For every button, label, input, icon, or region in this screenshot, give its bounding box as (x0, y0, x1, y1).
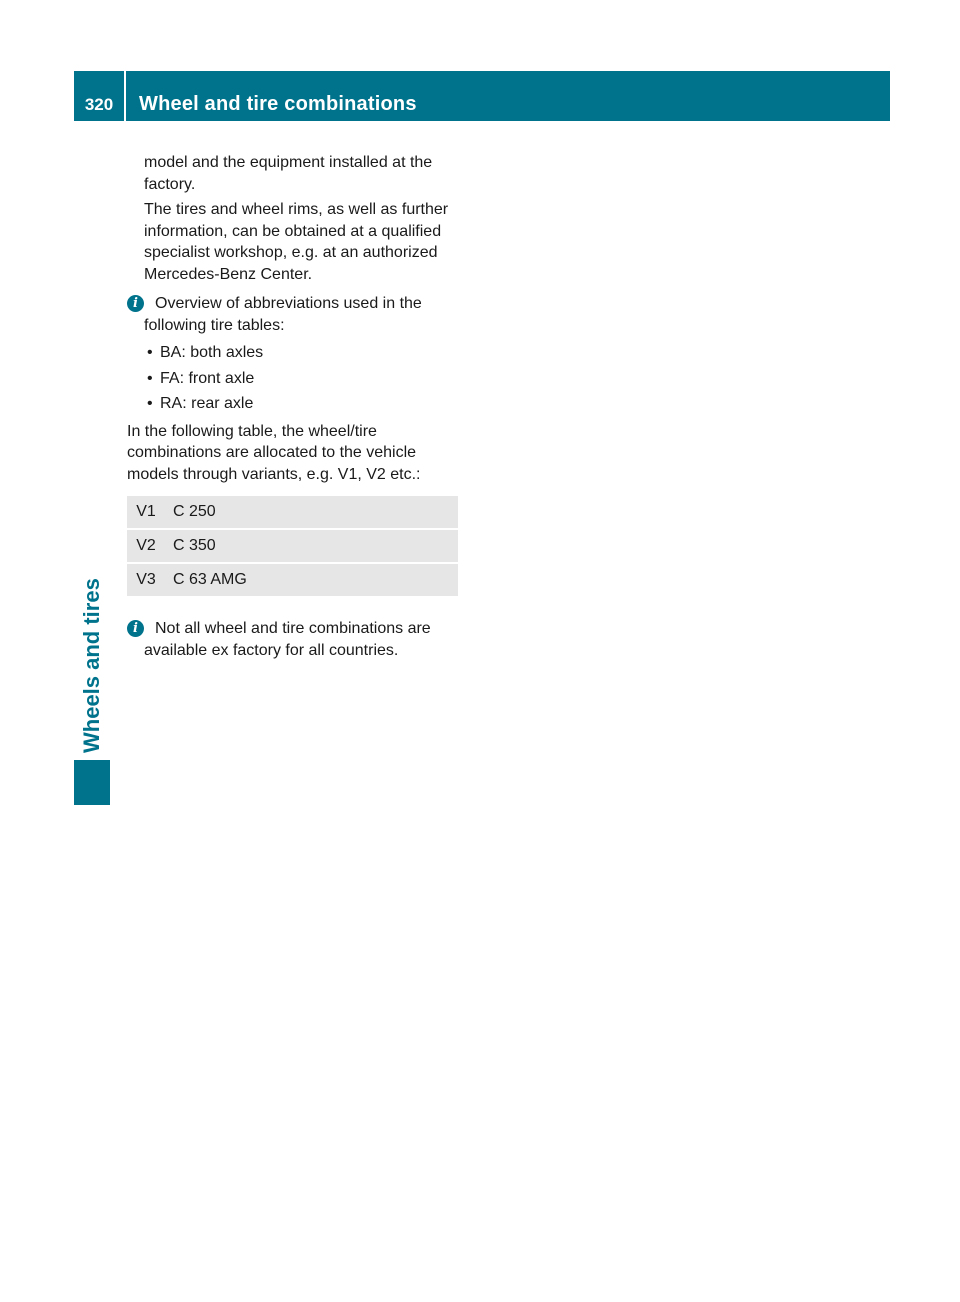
list-item-text: BA: both axles (160, 344, 264, 361)
vehicle-model: C 250 (165, 496, 458, 529)
list-item (147, 368, 462, 390)
table-row (127, 496, 458, 529)
list-item (147, 393, 462, 415)
paragraph-tires-info: The tires and wheel rims, as well as further information, can be obtained at a qualified specialist workshop, e.g. at an authorized Mercedes-Benz Center. (144, 201, 449, 283)
paragraph-table-intro: In the following table, the wheel/tire combinations are allocated to the vehicle models through variants, e.g. V1, V2 etc.: (127, 422, 421, 483)
info-note-text: Not all wheel and tire combinations are available ex factory for all countries. (144, 620, 431, 659)
info-icon: i (127, 620, 144, 637)
side-tab-marker (74, 760, 110, 805)
page-number: 320 (74, 71, 126, 121)
bullet-icon: • (147, 395, 153, 412)
vehicle-model: C 350 (165, 529, 458, 563)
info-note-abbreviations (127, 293, 462, 336)
variant-code: V3 (127, 563, 165, 597)
abbreviation-list (127, 342, 462, 415)
page-title: Wheel and tire combinations (139, 93, 417, 115)
info-icon: i (127, 295, 144, 312)
info-note-text: Overview of abbreviations used in the following tire tables: (144, 295, 422, 334)
side-tab (74, 121, 110, 753)
side-tab-label: Wheels and tires (79, 578, 104, 753)
variant-code: V1 (127, 496, 165, 529)
page-header (74, 71, 890, 121)
list-item (147, 342, 462, 364)
paragraph-equipment: model and the equipment installed at the factory. (144, 154, 433, 193)
variant-code: V2 (127, 529, 165, 563)
variant-table (127, 496, 458, 598)
bullet-icon: • (147, 369, 153, 387)
info-note-availability (127, 618, 462, 661)
vehicle-model: C 63 AMG (165, 563, 458, 597)
list-item-text: FA: front axle (160, 369, 255, 387)
main-content (127, 152, 462, 661)
table-row (127, 529, 458, 563)
table-row (127, 563, 458, 597)
list-item-text: RA: rear axle (160, 395, 254, 412)
bullet-icon: • (147, 344, 153, 361)
